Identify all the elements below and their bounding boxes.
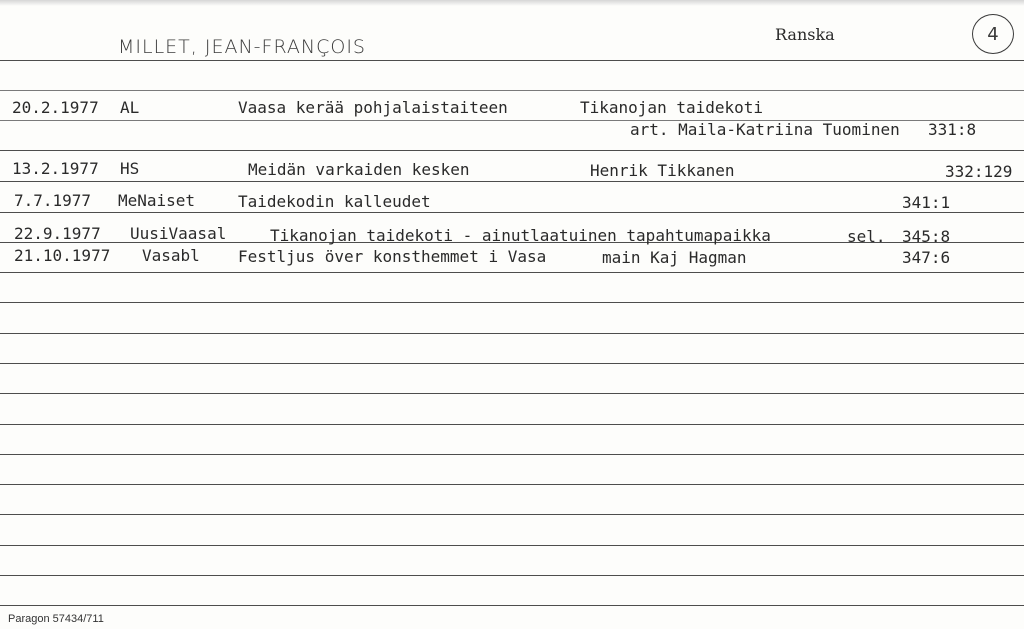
rule-line (0, 393, 1024, 394)
entry-author: Henrik Tikkanen (590, 161, 735, 180)
entry-title: Taidekodin kalleudet (238, 192, 431, 211)
rule-line (0, 212, 1024, 213)
entry-source: AL (120, 98, 140, 117)
country-label: Ranska (775, 25, 835, 44)
rule-line (0, 605, 1024, 606)
rule-line (0, 514, 1024, 515)
rule-line (0, 150, 1024, 151)
entry-source: HS (120, 159, 140, 178)
entry-date: 13.2.1977 (12, 159, 99, 178)
rule-line (0, 545, 1024, 546)
entry-source: UusiVaasal (130, 224, 227, 243)
entry-source: MeNaiset (118, 191, 196, 210)
entry-date: 22.9.1977 (14, 224, 101, 243)
card-number (972, 14, 1014, 54)
entry-ref: 331:8 (928, 120, 977, 139)
artist-name: MILLET, JEAN-FRANÇOIS (118, 36, 366, 58)
card-footer: Paragon 57434/711 (8, 613, 104, 625)
entry-ref: 347:6 (902, 248, 951, 267)
rule-line (0, 575, 1024, 576)
rule-line (0, 272, 1024, 273)
rule-line (0, 302, 1024, 303)
rule-line (0, 484, 1024, 485)
entry-title: Tikanojan taidekoti - ainutlaatuinen tapahtumapaikka (270, 226, 771, 245)
entry-author: Tikanojan taidekoti (580, 98, 764, 117)
entry-date: 21.10.1977 (14, 246, 111, 265)
entry-ref: 345:8 (902, 227, 951, 246)
entry-note: sel. (847, 227, 886, 246)
entry-date: 7.7.1977 (14, 191, 92, 210)
rule-line (0, 424, 1024, 425)
rule-line (0, 454, 1024, 455)
rule-line (0, 333, 1024, 334)
entry-note: art. Maila-Katriina Tuominen (630, 120, 900, 139)
entry-date: 20.2.1977 (12, 98, 99, 117)
rule-line (0, 60, 1024, 61)
entry-title: Festljus över konsthemmet i Vasa (238, 247, 547, 266)
entry-author: main Kaj Hagman (602, 248, 747, 267)
card-top-edge (0, 0, 1024, 6)
rule-line (0, 363, 1024, 364)
entry-ref: 332:129 (945, 162, 1013, 181)
entry-ref: 341:1 (902, 193, 951, 212)
entry-title: Meidän varkaiden kesken (248, 160, 470, 179)
entry-title: Vaasa kerää pohjalaistaiteen (238, 98, 508, 117)
card-number-text: 4 (987, 23, 999, 45)
rule-line (0, 181, 1024, 182)
rule-line (0, 90, 1024, 91)
entry-source: Vasabl (142, 246, 200, 265)
